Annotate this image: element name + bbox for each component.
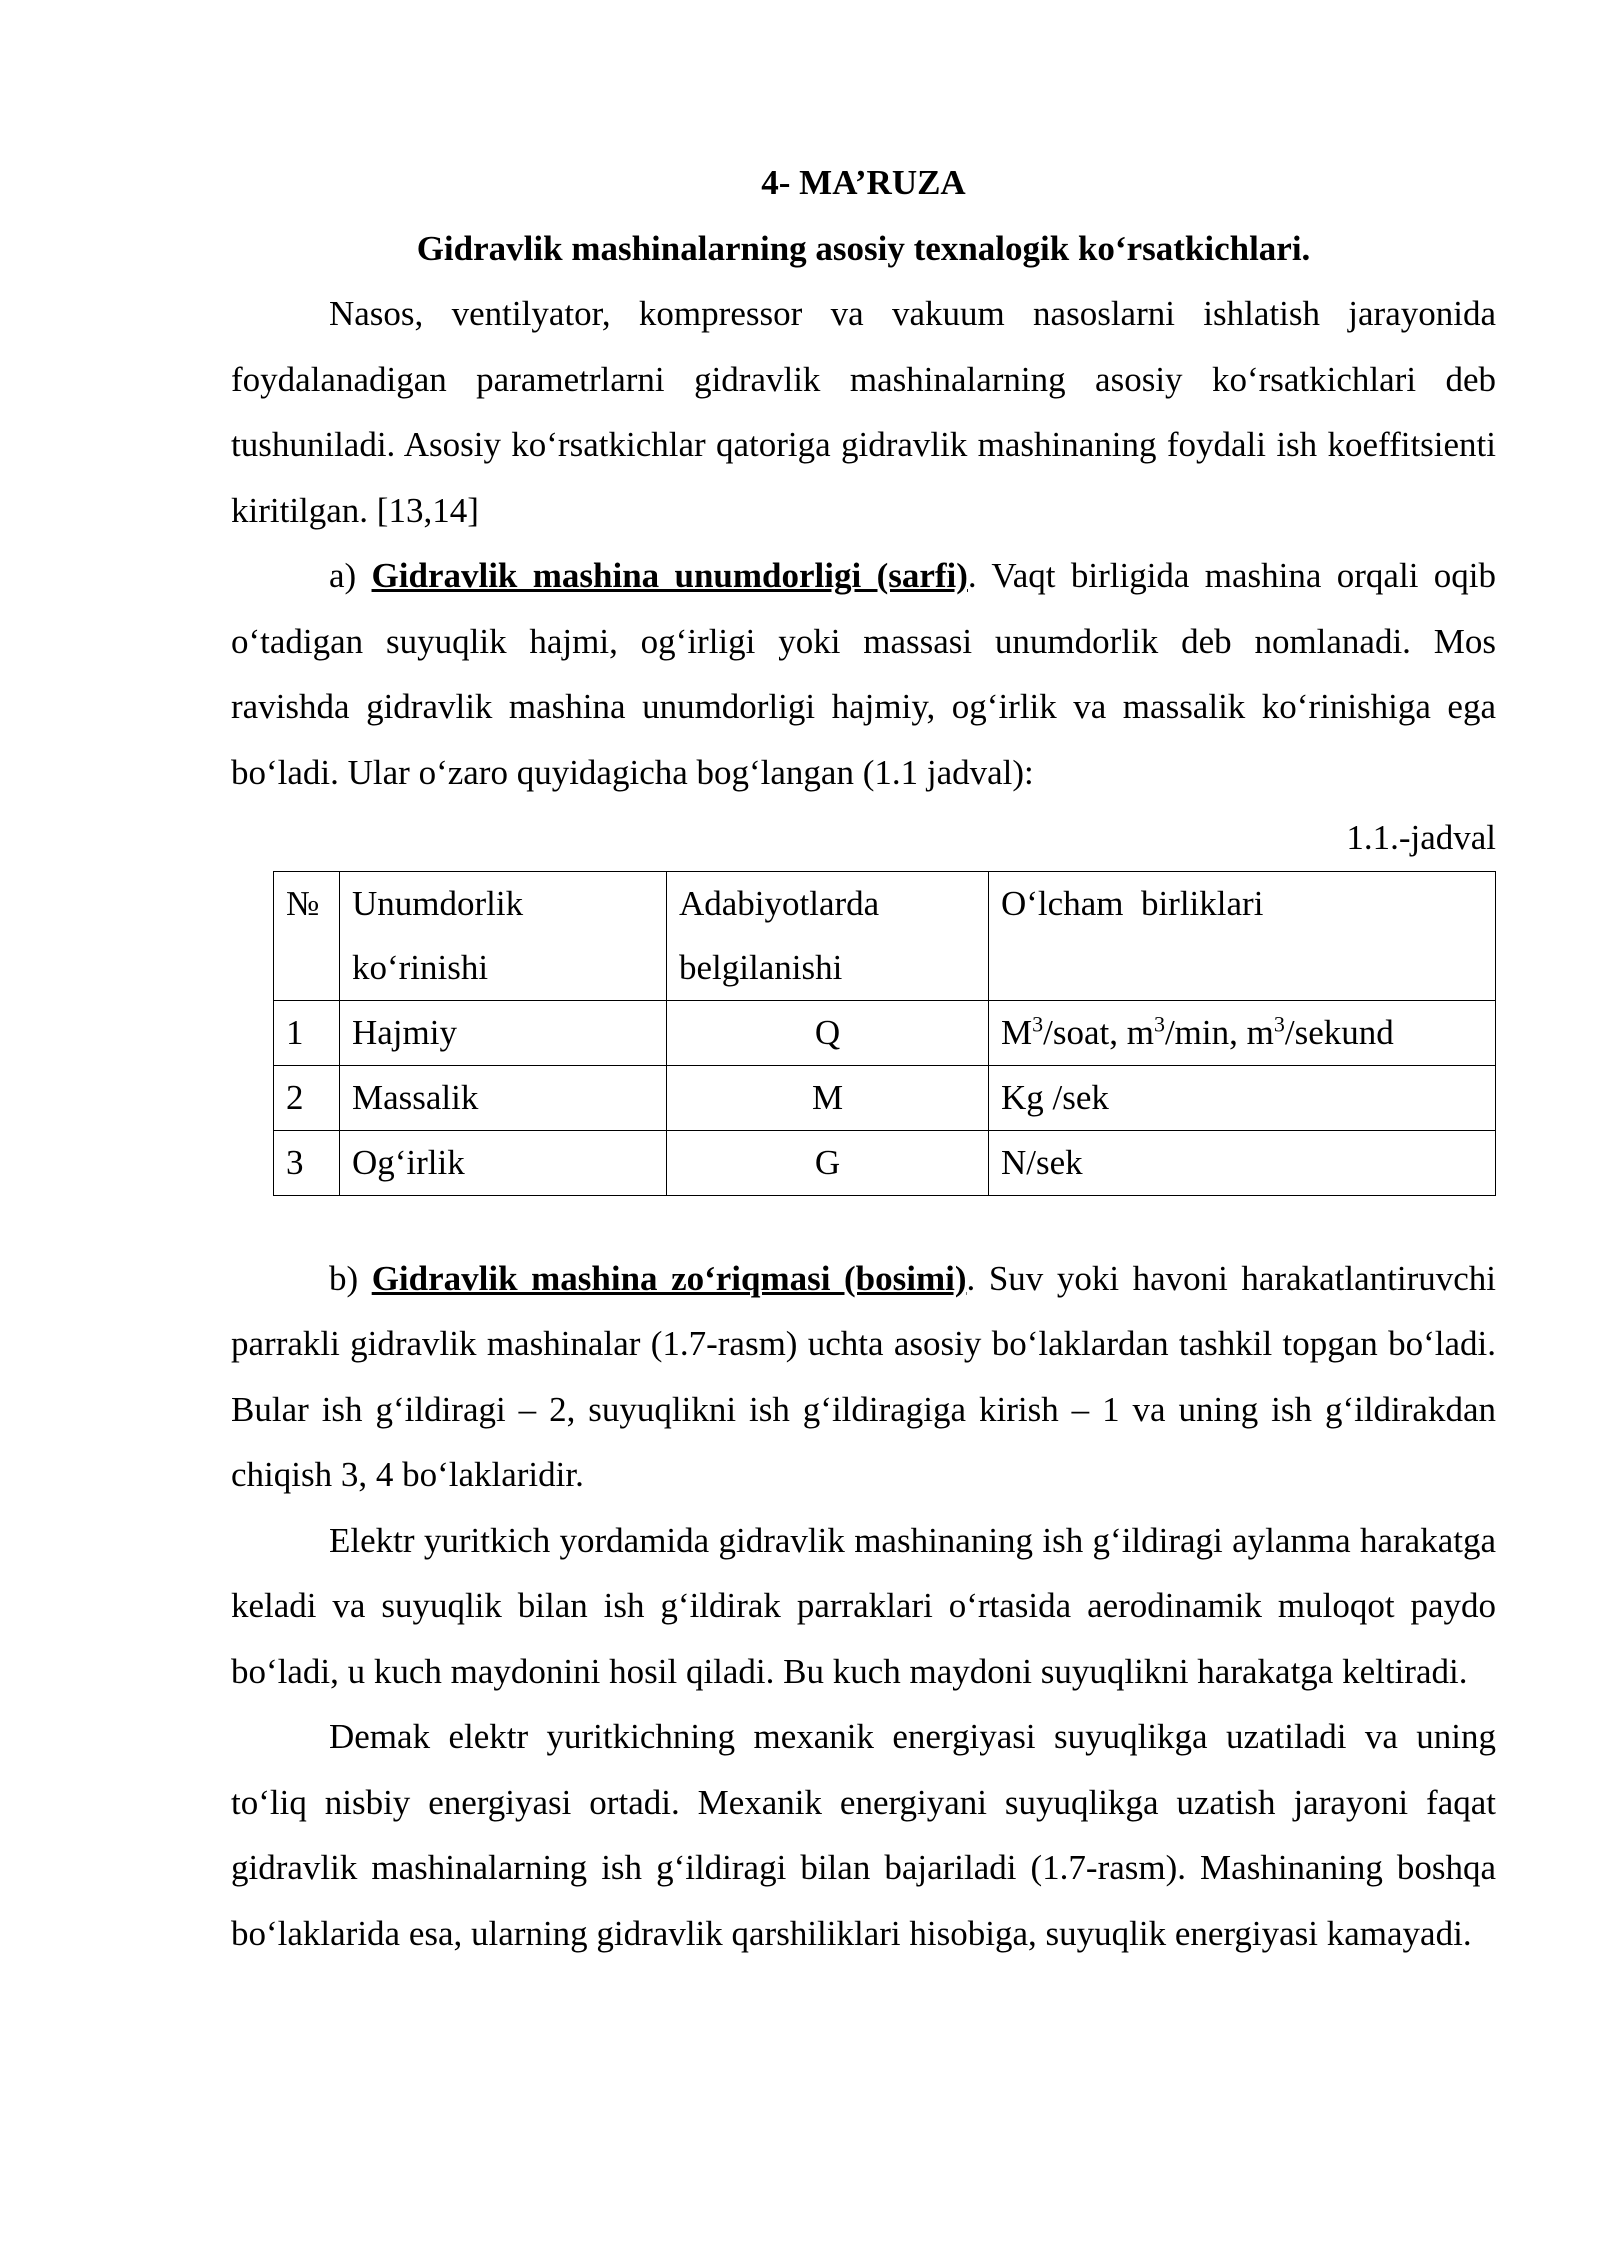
unit-part: /soat, m [1043,1012,1154,1052]
unit-part: /sekund [1284,1012,1394,1052]
cell-symbol: M [667,1065,989,1130]
item-marker-b: b) [329,1258,372,1298]
table-header-row [274,871,1496,1000]
cell-type: Hajmiy [340,1000,667,1065]
cell-units: N/sek [989,1130,1496,1195]
cell-number: 2 [274,1065,340,1130]
paragraph-motor: Elektr yuritkich yordamida gidravlik mashinaning ish g‘ildiragi aylanma harakatga keladi va suyuqlik bilan ish g‘ildirak parraklari o‘rtasida aerodinamik muloqot paydo bo‘ladi, u kuch maydonini hosil qiladi. Bu kuch maydoni suyuqlikni harakatga keltiradi. [231,1520,1496,1691]
header-symbol [667,871,989,1000]
table-row [274,1130,1496,1195]
paragraph-productivity [231,543,1496,805]
header-units: O‘lcham birliklari [989,871,1496,1000]
unit-exponent: 3 [1153,1010,1165,1036]
cell-units [989,1000,1496,1065]
item-marker-a: a) [329,556,372,595]
unit-part: M [1001,1012,1033,1052]
productivity-table [273,871,1496,1196]
term-productivity: Gidravlik mashina unumdorligi (sarfi) [371,556,968,595]
spacer [231,1196,1496,1246]
cell-units: Kg /sek [989,1065,1496,1130]
cell-type: Og‘irlik [340,1130,667,1195]
paragraph-energy: Demak elektr yuritkichning mexanik energiyasi suyuqlikga uzatiladi va uning to‘liq nisbiy energiyasi ortadi. Mexanik energiyani suyuqlikga uzatish jarayoni faqat gidravlik mashinalarning ish g‘ildiragi bilan bajariladi (1.7-rasm). Mashinaning boshqa bo‘laklarida esa, ularning gidravlik qarshiliklari hisobiga, suyuqlik energiyasi kamayadi. [231,1717,1496,1953]
table-caption: 1.1.-jadval [1346,818,1496,857]
header-symbol-line2: belgilanishi [679,947,843,987]
paragraph-pressure-text: . Suv yoki havoni harakatlantiruvchi parrakli gidravlik mashinalar (1.7-rasm) uchta asosiy bo‘laklardan tashkil topgan bo‘ladi. Bular ish g‘ildiragi – 2, suyuqlikni ish g‘ildiragiga kirish – 1 va uning ish g‘ildirakdan chiqish 3, 4 bo‘laklaridir. [231,1258,1496,1494]
unit-exponent: 3 [1273,1010,1285,1036]
lecture-title: Gidravlik mashinalarning asosiy texnalogik ko‘rsatkichlari. [416,228,1311,268]
cell-symbol: G [667,1130,989,1195]
paragraph-productivity-text: . Vaqt birligida mashina orqali oqib o‘tadigan suyuqlik hajmi, og‘irligi yoki massasi unumdorlik deb nomlanadi. Mos ravishda gidravlik mashina unumdorligi hajmiy, og‘irlik va massalik ko‘rinishiga ega bo‘ladi. Ular o‘zaro quyidagicha bog‘langan (1.1 jadval): [231,556,1496,792]
document-content [231,150,1496,1966]
cell-symbol: Q [667,1000,989,1065]
unit-exponent: 3 [1032,1010,1044,1036]
header-type-line1: Unumdorlik [352,883,524,923]
header-number: № [274,871,340,1000]
cell-number: 1 [274,1000,340,1065]
header-type-line2: ko‘rinishi [352,947,489,987]
unit-part: /min, m [1164,1012,1274,1052]
term-pressure: Gidravlik mashina zo‘riqmasi (bosimi) [371,1258,967,1298]
header-symbol-line1: Adabiyotlarda [679,883,880,923]
paragraph-pressure [231,1246,1496,1508]
table-row [274,1000,1496,1065]
header-type [340,871,667,1000]
table-row [274,1065,1496,1130]
cell-type: Massalik [340,1065,667,1130]
cell-number: 3 [274,1130,340,1195]
paragraph-intro: Nasos, ventilyator, kompressor va vakuum nasoslarni ishlatish jarayonida foydalanadigan parametrlarni gidravlik mashinalarning asosiy ko‘rsatkichlari deb tushuniladi. Asosiy ko‘rsatkichlar qatoriga gidravlik mashinaning foydali ish koeffitsienti kiritilgan. [13,14] [231,294,1496,530]
lecture-number: 4- MA’RUZA [761,163,966,202]
